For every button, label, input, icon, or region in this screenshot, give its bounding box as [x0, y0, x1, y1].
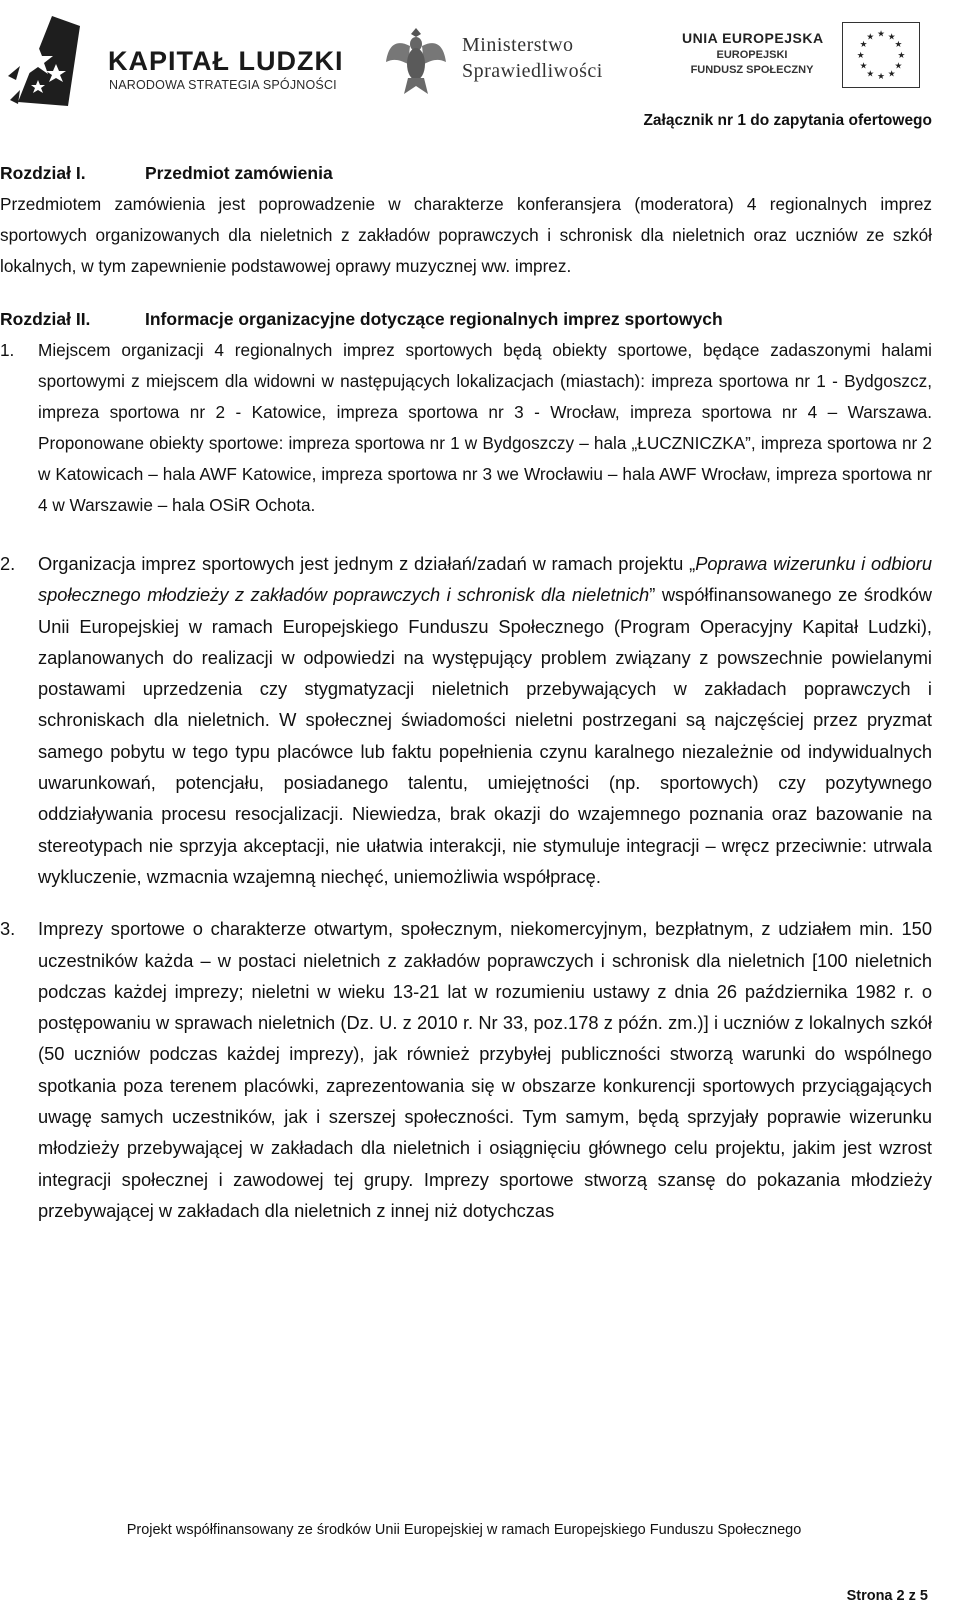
chapter-2-heading [0, 304, 932, 335]
svg-text:★: ★ [887, 32, 896, 43]
logo-kl-subtitle: NARODOWA STRATEGIA SPÓJNOŚCI [109, 78, 337, 92]
logo-ms-line2: Sprawiedliwości [462, 60, 603, 82]
logo-kapital-ludzki [8, 6, 344, 110]
document-body [0, 158, 932, 1226]
logo-ms-line1: Ministerstwo [462, 34, 574, 56]
svg-text:★: ★ [859, 61, 868, 72]
list-item-number: 2. [0, 553, 16, 574]
chapter-2-title: Informacje organizacyjne dotyczące regionalnych imprez sportowych [145, 309, 723, 329]
list-item-number: 1. [0, 340, 15, 360]
header-logos [0, 0, 960, 112]
list-item-text: Organizacja imprez sportowych jest jednym z działań/zadań w ramach projektu „Poprawa wizerunku i odbioru społecznego młodzieży z zakładów poprawczych i schronisk dla nieletnich” współfinansowanego ze środków Unii Europejskiej w ramach Europejskiego Funduszu Społecznego (Program Operacyjny Kapitał Ludzki), zaplanowanych do realizacji w odpowiedzi na występujący problem związany z powszechnie powielanymi postawami uprzedzenia czy stygmatyzacji nieletnich przebywających w zakładach poprawczych i schroniskach dla nieletnich. W społecznej świadomości nieletni postrzegani są najczęściej przez pryzmat samego pobytu w tego typu placówce lub faktu popełnienia czynu karalnego niezależnie od indywidualnych uwarunkowań, potencjału, posiadanego talentu, umiejętności (np. sportowych) czy pozytywnego oddziaływania procesu resocjalizacji. Niewiedza, brak okazji do wzajemnego poznania oraz bazowanie na stereotypach nie sprzyja akceptacji, nie ułatwia interakcji, nie stymuluje integracji – wręcz przeciwnie: utrwala wykluczenie, wzmacnia wzajemną niechęć, uniemożliwia współpracę. [38, 553, 932, 887]
logo-ue-line1: UNIA EUROPEJSKA [682, 30, 824, 46]
list-item-1 [0, 335, 932, 521]
svg-text:★: ★ [894, 40, 903, 51]
list-item-text: Imprezy sportowe o charakterze otwartym, społecznym, niekomercyjnym, bezpłatnym, z udziałem min. 150 uczestników każda – w postaci nieletnich z zakładów poprawczych i schronisk dla nieletnich [100 nieletnich podczas każdej imprezy; nieletni w wieku 13-21 lat w rozumieniu ustawy z dnia 26 października 1982 r. o postępowaniu w sprawach nieletnich (Dz. U. z 2010 r. Nr 33, poz.178 z późn. zm.)] i uczniów z lokalnych szkół (50 uczniów podczas każdej imprezy), jak również przybyłej publiczności stworzą warunki do wspólnego spotkania poza terenem placówki, zaprezentowania się w obszarze konkurencji sportowych przyciągających uwagę samych uczestników, jak i szerszej społeczności. Tym samym, będą sprzyjały poprawie wizerunku młodzieży przebywającej w zakładach dla nieletnich i osiągnięciu głównego celu projektu, jakim jest wzrost integracji społecznej i zawodowej tej grupy. Imprezy sportowe stworzą szansę do pokazania młodzieży przebywającej w zakładach dla nieletnich z innej niż dotychczas [38, 918, 932, 1221]
svg-text:★: ★ [859, 40, 868, 51]
logo-ue-line2: EUROPEJSKI [716, 49, 788, 61]
svg-text:★: ★ [897, 50, 906, 61]
logo-ministerstwo [384, 22, 654, 102]
footer-note: Projekt współfinansowany ze środków Unii Europejskiej w ramach Europejskiego Funduszu Społecznego [126, 1522, 802, 1538]
logo-ue-line3: FUNDUSZ SPOŁECZNY [690, 64, 814, 76]
logo-kl-title: KAPITAŁ LUDZKI [108, 46, 344, 76]
list-item-text: Miejscem organizacji 4 regionalnych imprez sportowych będą obiekty sportowe, będące zadaszonymi halami sportowymi z miejscem dla widowni w następujących lokalizacjach (miastach): impreza sportowa nr 1 - Bydgoszcz, impreza sportowa nr 2 - Katowice, impreza sportowa nr 3 - Wrocław, impreza sportowa nr 4 – Warszawa. Proponowane obiekty sportowe: impreza sportowa nr 1 w Bydgoszczy – hala „ŁUCZNICZKA”, impreza sportowa nr 2 w Katowicach – hala AWF Katowice, impreza sportowa nr 3 we Wrocławiu – hala AWF Wrocław, impreza sportowa nr 4 w Warszawie – hala OSiR Ochota. [38, 340, 932, 515]
project-title: Poprawa wizerunku i odbioru społecznego młodzieży z zakładów poprawczych i schronisk dla nieletnich [38, 553, 932, 606]
list-item-2 [0, 548, 932, 892]
page-number: Strona 2 z 5 [846, 1588, 928, 1604]
svg-text:★: ★ [877, 72, 885, 83]
list-item-number: 3. [0, 918, 16, 940]
kapital-ludzki-icon [8, 6, 88, 110]
chapter-2-number: Rozdział II. [0, 309, 91, 329]
svg-text:★: ★ [877, 29, 885, 40]
annex-label: Załącznik nr 1 do zapytania ofertowego [643, 112, 932, 129]
chapter-1-text: Przedmiotem zamówienia jest poprowadzenie w charakterze konferansjera (moderatora) 4 regionalnych imprez sportowych organizowanych dla nieletnich z zakładów poprawczych i schronisk dla nieletnich oraz uczniów ze szkół lokalnych, w tym zapewnienie podstawowej oprawy muzycznej ww. imprez. [0, 194, 932, 276]
svg-text:★: ★ [866, 32, 875, 43]
logo-unia-europejska [680, 22, 920, 102]
svg-text:★: ★ [866, 69, 875, 80]
eu-flag-icon [842, 22, 920, 88]
list-item-3 [0, 913, 932, 1226]
chapter-1-heading [0, 158, 932, 189]
chapter-1-title: Przedmiot zamówienia [145, 163, 333, 183]
chapter-1-number: Rozdział I. [0, 163, 86, 183]
svg-text:★: ★ [894, 61, 903, 72]
svg-text:★: ★ [887, 69, 896, 80]
eagle-emblem-icon [384, 22, 448, 98]
svg-text:★: ★ [856, 50, 865, 61]
